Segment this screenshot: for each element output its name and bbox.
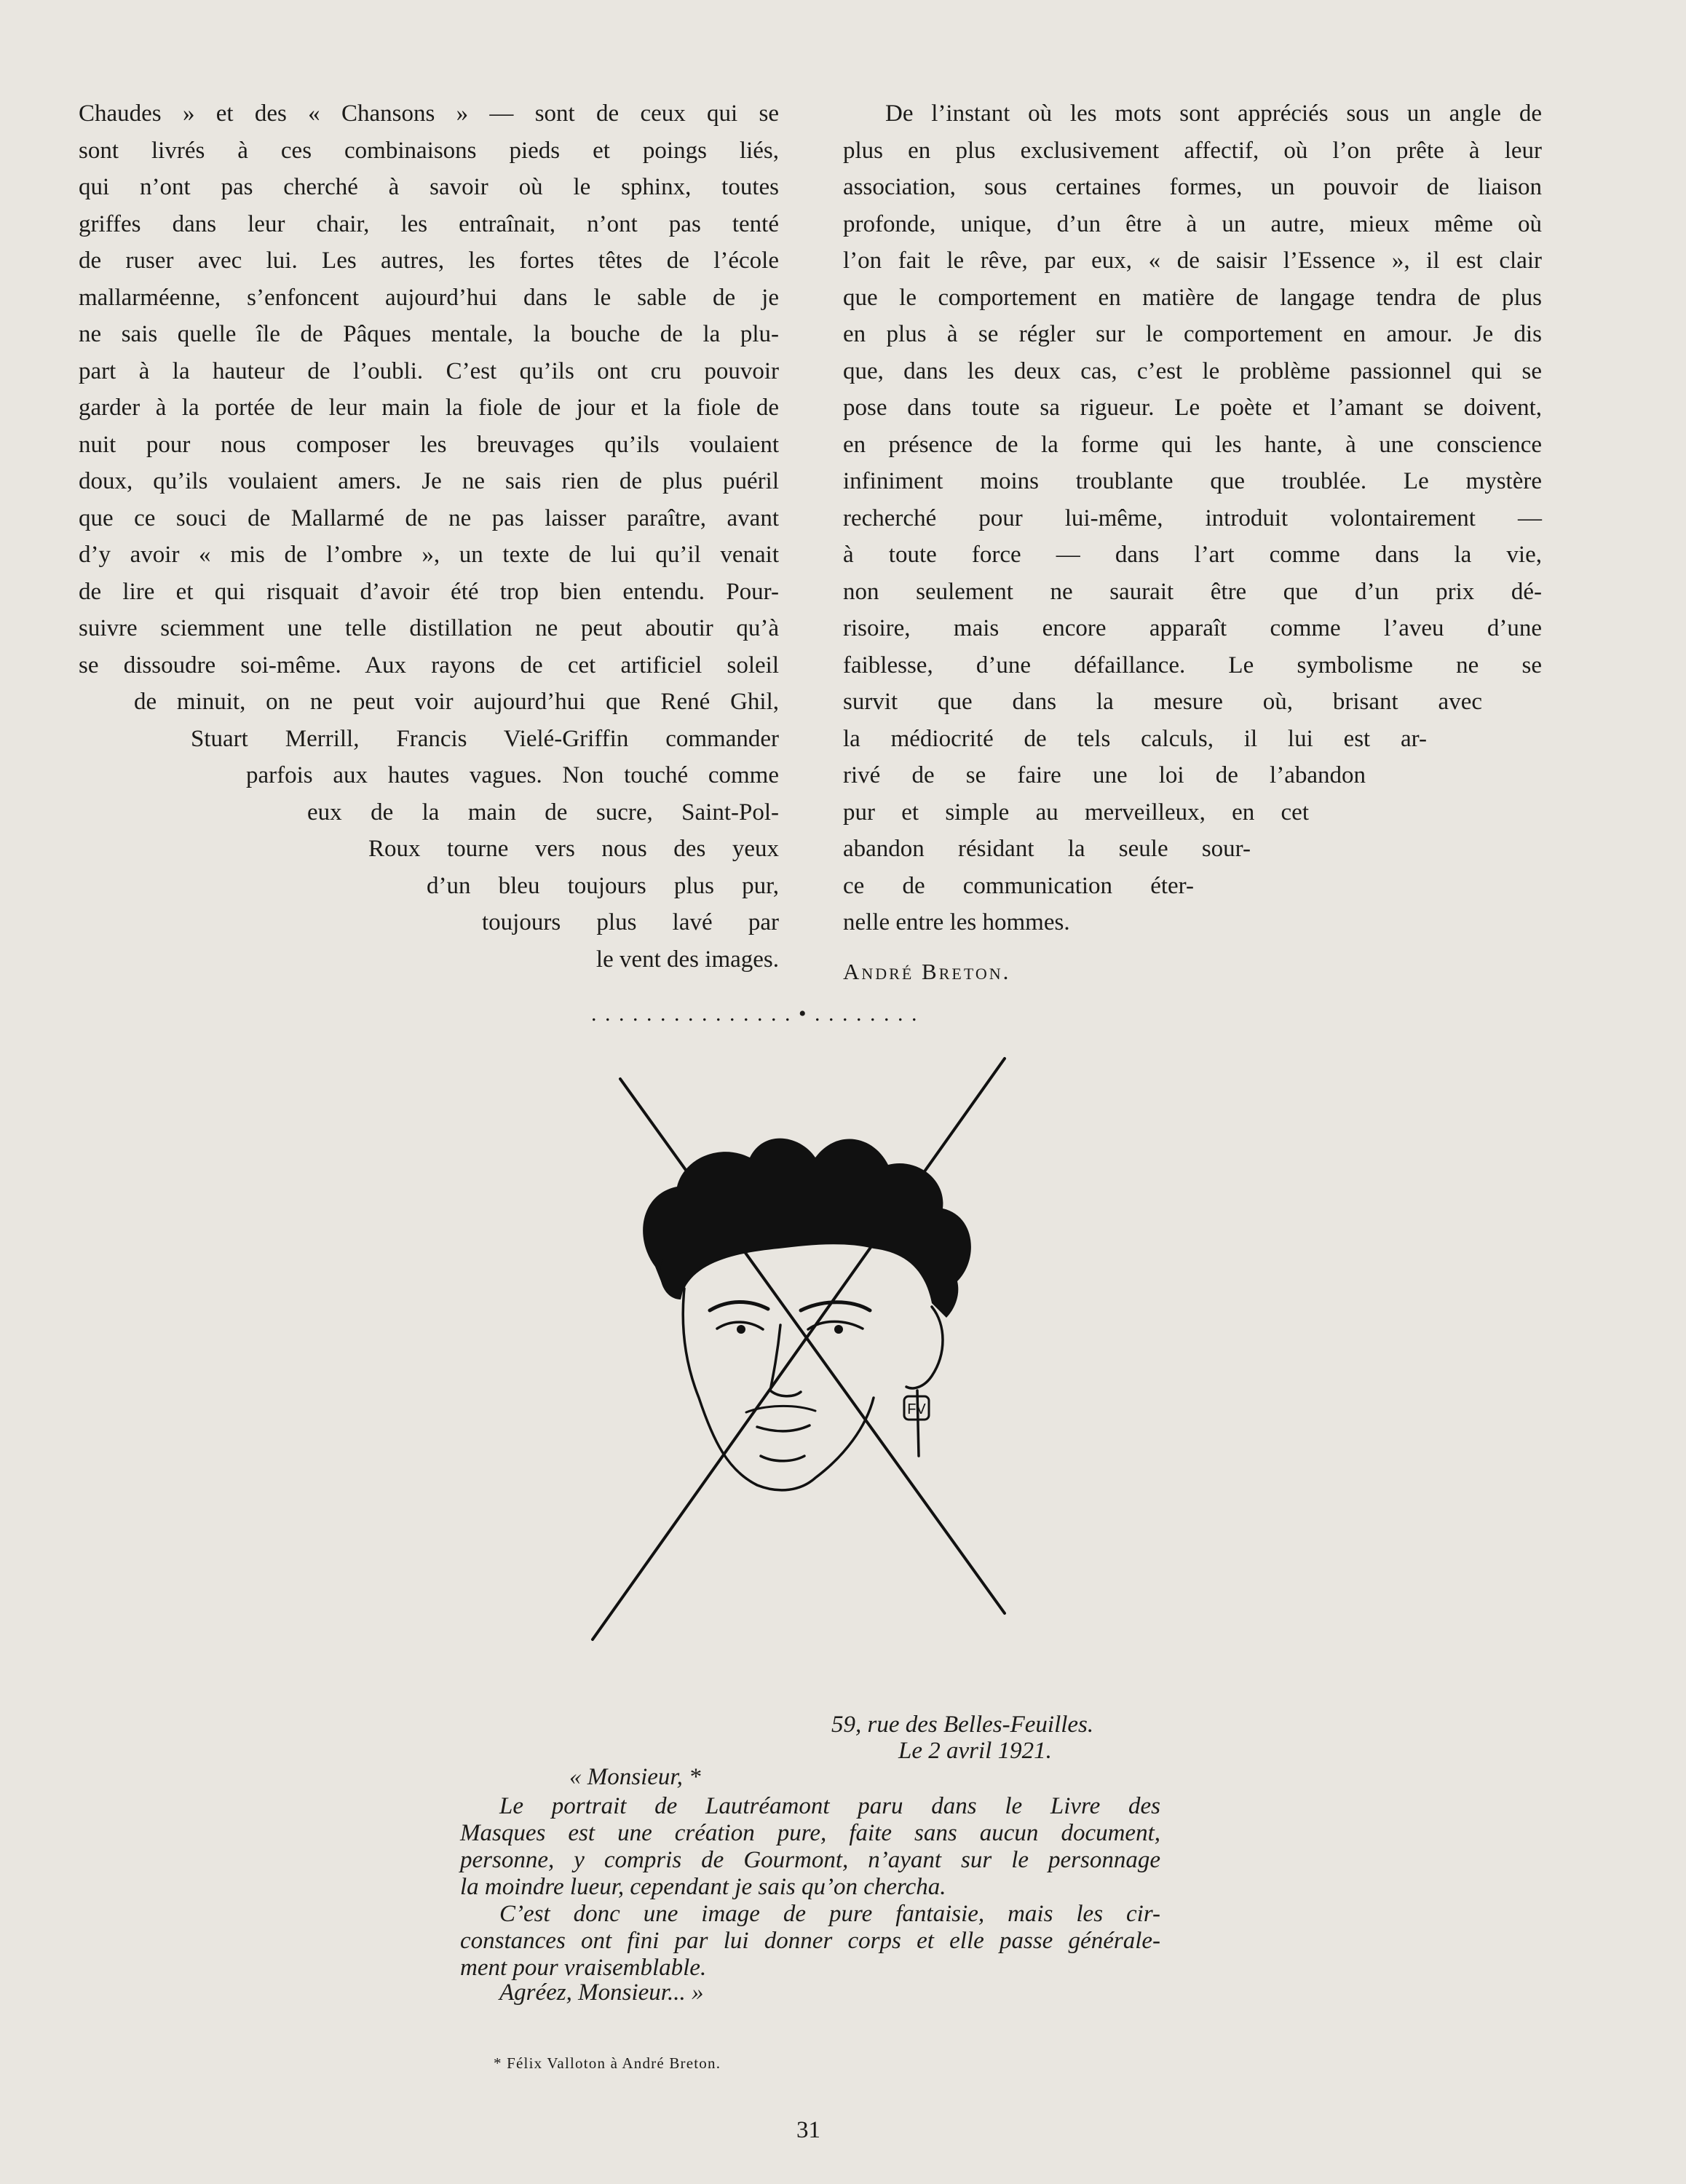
letter-line: Masques est une création pure, faite sans aucun document, bbox=[460, 1820, 1160, 1846]
left-column-line: mallarméenne, s’enfoncent aujourd’hui dans le sable de je bbox=[79, 284, 779, 311]
right-column-line: pose dans toute sa rigueur. Le poète et l’amant se doivent, bbox=[843, 395, 1542, 421]
letter-line: la moindre lueur, cependant je sais qu’on chercha. bbox=[460, 1874, 946, 1900]
left-column-line: eux de la main de sucre, Saint-Pol- bbox=[307, 799, 779, 826]
left-column-line: garder à la portée de leur main la fiole de jour et la fiole de bbox=[79, 395, 779, 421]
left-column-line: d’y avoir « mis de l’ombre », un texte de lui qu’il venait bbox=[79, 542, 779, 568]
left-column-line: Chaudes » et des « Chansons » — sont de ceux qui se bbox=[79, 100, 779, 127]
letter-address: 59, rue des Belles-Feuilles. bbox=[831, 1712, 1094, 1738]
left-column-line: d’un bleu toujours plus pur, bbox=[427, 872, 779, 899]
letter-date: Le 2 avril 1921. bbox=[898, 1738, 1052, 1764]
right-column-line: en plus à se régler sur le comportement en amour. Je dis bbox=[843, 321, 1542, 347]
right-column-line: l’on fait le rêve, par eux, « de saisir l’Essence », il est clair bbox=[843, 248, 1542, 274]
right-column-line: De l’instant où les mots sont appréciés sous un angle de bbox=[885, 100, 1542, 127]
letter-closing: Agréez, Monsieur... » bbox=[499, 1979, 704, 2006]
left-column-line: que ce souci de Mallarmé de ne pas laisser paraître, avant bbox=[79, 505, 779, 531]
left-column-line: griffes dans leur chair, les entraînait, n’ont pas tenté bbox=[79, 210, 779, 237]
right-column-line: que le comportement en matière de langage tendra de plus bbox=[843, 284, 1542, 311]
left-column-line: toujours plus lavé par bbox=[482, 909, 779, 935]
right-column-line: risoire, mais encore apparaît comme l’aveu d’une bbox=[843, 615, 1542, 641]
right-column-line: pur et simple au merveilleux, en cet bbox=[843, 799, 1309, 826]
left-column-line: ne sais quelle île de Pâques mentale, la bouche de la plu- bbox=[79, 321, 779, 347]
right-column-line: abandon résidant la seule sour- bbox=[843, 836, 1251, 862]
left-column-line: Stuart Merrill, Francis Vielé-Griffin commander bbox=[191, 725, 779, 752]
left-column-line: de ruser avec lui. Les autres, les fortes têtes de l’école bbox=[79, 248, 779, 274]
right-column-line: rivé de se faire une loi de l’abandon bbox=[843, 762, 1366, 788]
right-column-line: faiblesse, d’une défaillance. Le symbolisme ne se bbox=[843, 652, 1542, 678]
left-column-line: qui n’ont pas cherché à savoir où le sphinx, toutes bbox=[79, 174, 779, 200]
right-column-line: ce de communication éter- bbox=[843, 872, 1194, 899]
letter-line: C’est donc une image de pure fantaisie, mais les cir- bbox=[499, 1901, 1160, 1927]
right-column-line: la médiocrité de tels calculs, il lui est ar- bbox=[843, 725, 1427, 752]
right-column-line: à toute force — dans l’art comme dans la vie, bbox=[843, 542, 1542, 568]
left-column-line: se dissoudre soi-même. Aux rayons de cet artificiel soleil bbox=[79, 652, 779, 678]
page-number: 31 bbox=[796, 2117, 820, 2143]
right-column-line: survit que dans la mesure où, brisant avec bbox=[843, 689, 1482, 715]
left-column-line: de lire et qui risquait d’avoir été trop bien entendu. Pour- bbox=[79, 578, 779, 605]
left-column-line: nuit pour nous composer les breuvages qu’ils voulaient bbox=[79, 431, 779, 458]
left-column-line: le vent des images. bbox=[595, 946, 779, 973]
letter-salutation: « Monsieur, * bbox=[569, 1764, 701, 1790]
letter-line: Le portrait de Lautréamont paru dans le Livre des bbox=[499, 1793, 1160, 1819]
letter-line: ment pour vraisemblable. bbox=[460, 1955, 707, 1981]
right-column-line: infiniment moins troublante que troublée. Le mystère bbox=[843, 468, 1542, 494]
letter-line: constances ont fini par lui donner corps et elle passe générale- bbox=[460, 1928, 1160, 1954]
right-column-line: profonde, unique, d’un être à un autre, mieux même où bbox=[843, 210, 1542, 237]
left-column-line: de minuit, on ne peut voir aujourd’hui que René Ghil, bbox=[134, 689, 779, 715]
signature: André Breton. bbox=[843, 959, 1011, 984]
right-column-line: non seulement ne saurait être que d’un prix dé- bbox=[843, 578, 1542, 605]
right-column-line: association, sous certaines formes, un pouvoir de liaison bbox=[843, 174, 1542, 200]
right-column-line: recherché pour lui-même, introduit volontairement — bbox=[843, 505, 1542, 531]
separator-dots: ...............•........ bbox=[591, 1002, 926, 1026]
left-column-line: sont livrés à ces combinaisons pieds et poings liés, bbox=[79, 137, 779, 164]
right-column-line: plus en plus exclusivement affectif, où l’on prête à leur bbox=[843, 137, 1542, 164]
left-column-line: parfois aux hautes vagues. Non touché comme bbox=[246, 762, 779, 788]
left-column-line: part à la hauteur de l’oubli. C’est qu’ils ont cru pouvoir bbox=[79, 357, 779, 384]
left-column-line: Roux tourne vers nous des yeux bbox=[368, 836, 779, 862]
right-column-line: que, dans les deux cas, c’est le problème passionnel qui se bbox=[843, 357, 1542, 384]
right-column-line: nelle entre les hommes. bbox=[843, 909, 1070, 935]
left-column-line: suivre sciemment une telle distillation ne peut aboutir qu’à bbox=[79, 615, 779, 641]
footnote: * Félix Valloton à André Breton. bbox=[494, 2054, 721, 2072]
left-column-line: doux, qu’ils voulaient amers. Je ne sais rien de plus puéril bbox=[79, 468, 779, 494]
portrait-illustration bbox=[582, 1048, 1034, 1645]
letter-line: personne, y compris de Gourmont, n’ayant sur le personnage bbox=[460, 1847, 1160, 1873]
right-column-line: en présence de la forme qui les hante, à une conscience bbox=[843, 431, 1542, 458]
monogram: FV bbox=[907, 1401, 926, 1417]
